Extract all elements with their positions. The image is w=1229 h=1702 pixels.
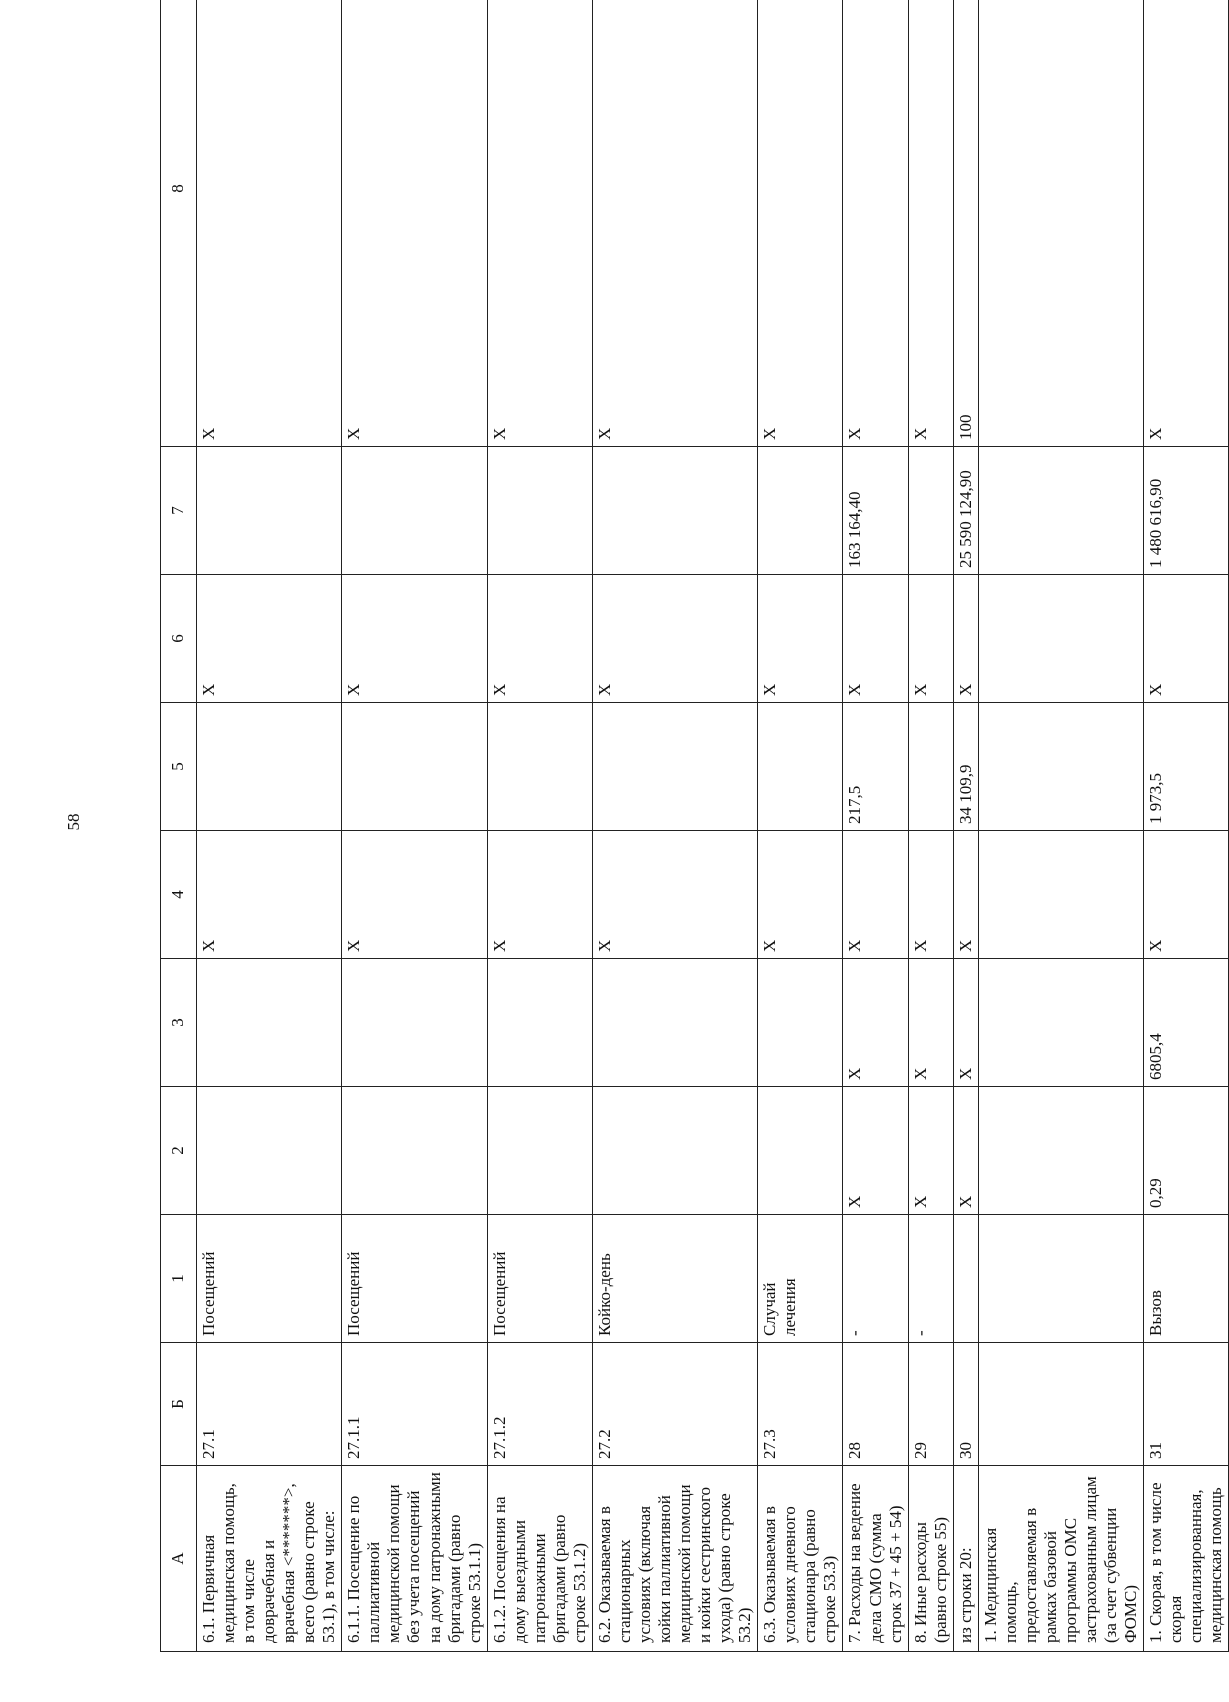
table-row xyxy=(592,0,757,1652)
table-row xyxy=(953,0,978,1652)
cell-line-code: 30 xyxy=(953,1343,978,1466)
cell-col-4: X xyxy=(1144,831,1229,959)
table-row xyxy=(843,0,908,1652)
cell-col-6: X xyxy=(197,575,342,703)
cell-col-4: X xyxy=(487,831,592,959)
cell-col-8: X xyxy=(908,0,953,447)
cell-description: 6.3. Оказываемая в условиях дневного стационара (равно строке 53.3) xyxy=(758,1466,843,1652)
cell-col-2 xyxy=(592,1087,757,1215)
cell-col-7 xyxy=(342,447,487,575)
cell-col-6: X xyxy=(342,575,487,703)
col-header-a: А xyxy=(161,1466,197,1652)
cell-col-5 xyxy=(592,703,757,831)
cell-col-4: X xyxy=(592,831,757,959)
table-container xyxy=(160,31,1226,1652)
col-header-6: 6 xyxy=(161,575,197,703)
table-row xyxy=(908,0,953,1652)
cell-col-3: 6805,4 xyxy=(1144,959,1229,1087)
cell-col-7 xyxy=(758,447,843,575)
cell-col-3 xyxy=(197,959,342,1087)
cell-unit: Случай лечения xyxy=(758,1215,843,1343)
cell-col-4: X xyxy=(843,831,908,959)
cell-description: 6.1. Первичная медицинская помощь, в том числе доврачебная и врачебная <*******>, всего (равно строке 53.1), в том числе: xyxy=(197,1466,342,1652)
cell-col-8: X xyxy=(487,0,592,447)
cell-col-3 xyxy=(487,959,592,1087)
cell-col-8: X xyxy=(197,0,342,447)
cell-line-code: 29 xyxy=(908,1343,953,1466)
cell-col-5 xyxy=(487,703,592,831)
cell-col-8: X xyxy=(843,0,908,447)
cell-col-7 xyxy=(908,447,953,575)
cell-col-6: X xyxy=(592,575,757,703)
cell-line-code: 27.1 xyxy=(197,1343,342,1466)
cell-col-2: 0,29 xyxy=(1144,1087,1229,1215)
table-row xyxy=(342,0,487,1652)
cell-col-4: X xyxy=(908,831,953,959)
table-row xyxy=(1144,0,1229,1652)
cell-col-3 xyxy=(978,959,1143,1087)
col-header-2: 2 xyxy=(161,1087,197,1215)
cell-col-8: X xyxy=(1144,0,1229,447)
cell-unit: Посещений xyxy=(487,1215,592,1343)
cell-description: 1. Медицинская помощь, предоставляемая в рамках базовой программы ОМС застрахованным лицам (за счет субвенции ФОМС) xyxy=(978,1466,1143,1652)
cell-col-5 xyxy=(758,703,843,831)
cell-unit: - xyxy=(843,1215,908,1343)
cell-col-6: X xyxy=(487,575,592,703)
cell-col-7: 163 164,40 xyxy=(843,447,908,575)
cell-col-5 xyxy=(978,703,1143,831)
cell-col-2 xyxy=(758,1087,843,1215)
financing-table xyxy=(160,0,1229,1652)
cell-col-3: X xyxy=(908,959,953,1087)
header-row xyxy=(161,0,197,1652)
cell-col-4: X xyxy=(953,831,978,959)
col-header-4: 4 xyxy=(161,831,197,959)
cell-col-8: 100 xyxy=(953,0,978,447)
cell-line-code: 28 xyxy=(843,1343,908,1466)
cell-col-3 xyxy=(758,959,843,1087)
cell-col-6: X xyxy=(908,575,953,703)
cell-line-code: 27.1.1 xyxy=(342,1343,487,1466)
cell-unit xyxy=(953,1215,978,1343)
cell-col-6 xyxy=(978,575,1143,703)
cell-col-5: 34 109,9 xyxy=(953,703,978,831)
cell-description: 6.1.2. Посещения на дому выездными патронажными бригадами (равно строке 53.1.2) xyxy=(487,1466,592,1652)
cell-unit: Посещений xyxy=(197,1215,342,1343)
cell-line-code xyxy=(978,1343,1143,1466)
cell-line-code: 27.1.2 xyxy=(487,1343,592,1466)
cell-unit: Посещений xyxy=(342,1215,487,1343)
cell-line-code: 31 xyxy=(1144,1343,1229,1466)
cell-col-7: 1 480 616,90 xyxy=(1144,447,1229,575)
col-header-3: 3 xyxy=(161,959,197,1087)
cell-col-6: X xyxy=(1144,575,1229,703)
cell-description: из строки 20: xyxy=(953,1466,978,1652)
cell-col-4: X xyxy=(342,831,487,959)
cell-col-2: X xyxy=(953,1087,978,1215)
cell-col-3: X xyxy=(953,959,978,1087)
cell-description: 7. Расходы на ведение дела СМО (сумма строк 37 + 45 + 54) xyxy=(843,1466,908,1652)
cell-unit: Вызов xyxy=(1144,1215,1229,1343)
cell-col-5: 217,5 xyxy=(843,703,908,831)
cell-line-code: 27.2 xyxy=(592,1343,757,1466)
table-row xyxy=(197,0,342,1652)
cell-col-7: 25 590 124,90 xyxy=(953,447,978,575)
cell-col-8: X xyxy=(592,0,757,447)
cell-col-3 xyxy=(342,959,487,1087)
cell-col-7 xyxy=(978,447,1143,575)
cell-col-7 xyxy=(592,447,757,575)
col-header-1: 1 xyxy=(161,1215,197,1343)
table-row xyxy=(487,0,592,1652)
cell-col-6: X xyxy=(758,575,843,703)
cell-col-2 xyxy=(342,1087,487,1215)
cell-col-4 xyxy=(978,831,1143,959)
page-number: 58 xyxy=(64,813,83,831)
cell-unit: Койко-день xyxy=(592,1215,757,1343)
cell-col-2 xyxy=(487,1087,592,1215)
cell-col-8: X xyxy=(758,0,843,447)
cell-col-8 xyxy=(978,0,1143,447)
cell-description: 6.2. Оказываемая в стационарных условиях (включая койки паллиативной медицинской помощи и койки сестринского ухода) (равно строке 53.2) xyxy=(592,1466,757,1652)
cell-description: 8. Иные расходы (равно строке 55) xyxy=(908,1466,953,1652)
cell-col-3 xyxy=(592,959,757,1087)
cell-col-4: X xyxy=(758,831,843,959)
col-header-7: 7 xyxy=(161,447,197,575)
col-header-8: 8 xyxy=(161,0,197,447)
cell-col-2 xyxy=(978,1087,1143,1215)
cell-col-4: X xyxy=(197,831,342,959)
table-row xyxy=(758,0,843,1652)
col-header-b: Б xyxy=(161,1343,197,1466)
cell-col-5 xyxy=(342,703,487,831)
cell-col-5 xyxy=(908,703,953,831)
cell-col-3: X xyxy=(843,959,908,1087)
cell-col-5 xyxy=(197,703,342,831)
cell-col-7 xyxy=(487,447,592,575)
cell-col-2 xyxy=(197,1087,342,1215)
cell-line-code: 27.3 xyxy=(758,1343,843,1466)
cell-col-6: X xyxy=(843,575,908,703)
cell-col-7 xyxy=(197,447,342,575)
cell-description: 1. Скорая, в том числе скорая специализированная, медицинская помощь xyxy=(1144,1466,1229,1652)
cell-unit: - xyxy=(908,1215,953,1343)
cell-unit xyxy=(978,1215,1143,1343)
table-row xyxy=(978,0,1143,1652)
cell-description: 6.1.1. Посещение по паллиативной медицинской помощи без учета посещений на дому патронажными бригадами (равно строке 53.1.1) xyxy=(342,1466,487,1652)
cell-col-8: X xyxy=(342,0,487,447)
cell-col-2: X xyxy=(843,1087,908,1215)
col-header-5: 5 xyxy=(161,703,197,831)
cell-col-5: 1 973,5 xyxy=(1144,703,1229,831)
cell-col-6: X xyxy=(953,575,978,703)
cell-col-2: X xyxy=(908,1087,953,1215)
